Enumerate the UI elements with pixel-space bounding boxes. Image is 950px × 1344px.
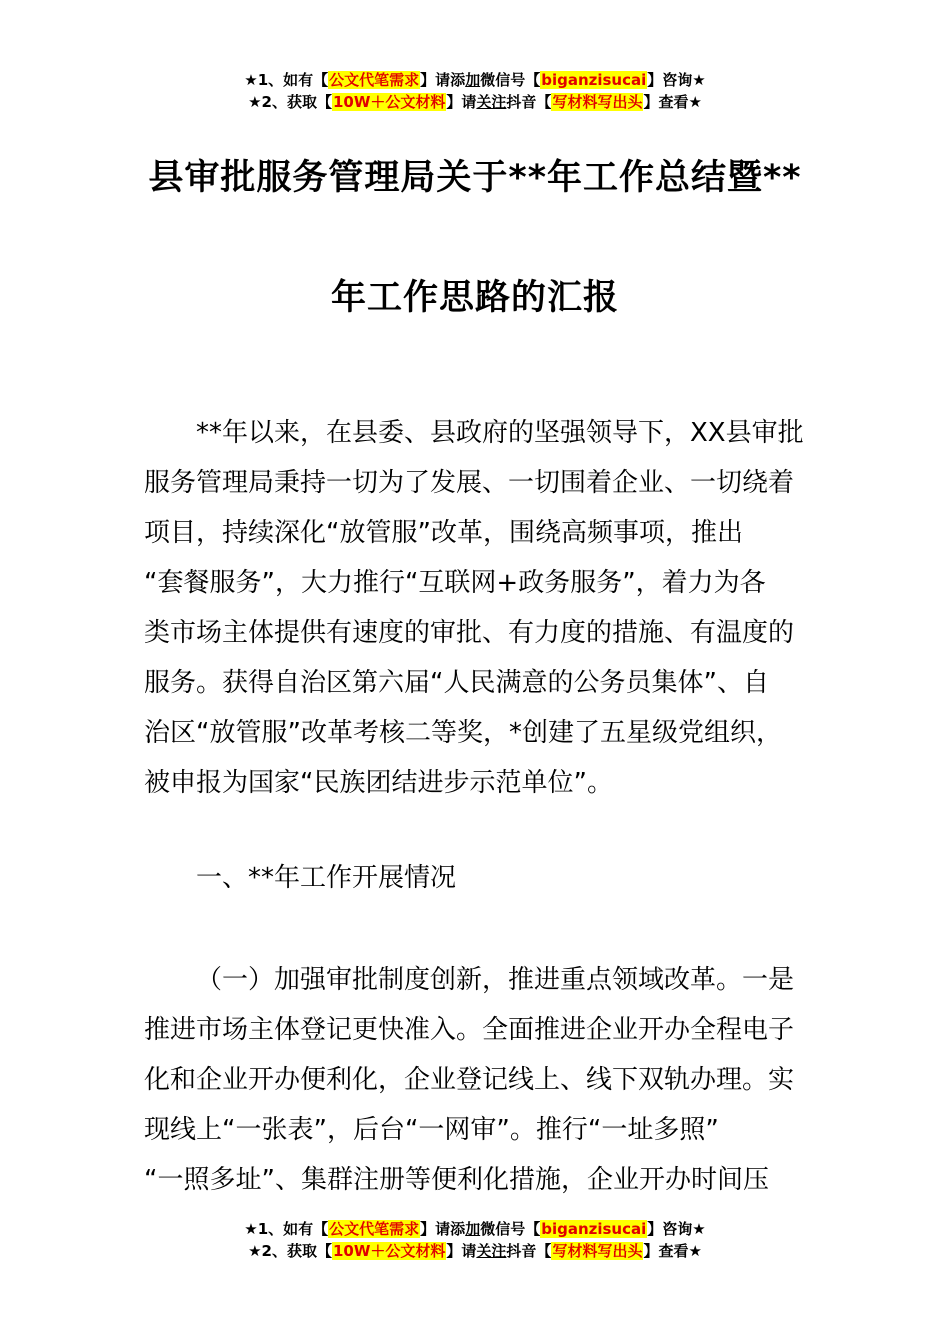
banner-underline: 加	[465, 1220, 481, 1238]
paragraph-line: 被申报为国家“民族团结进步示范单位”。	[144, 768, 613, 798]
subsection-paragraph	[144, 955, 808, 1205]
paragraph-line: 服务。获得自治区第六届“人民满意的公务员集体”、自	[144, 668, 769, 698]
banner-text: 】请添	[420, 71, 466, 89]
paragraph-line: 类市场主体提供有速度的审批、有力度的措施、有温度的	[144, 618, 795, 648]
banner-highlight: 写材料写出头	[552, 1242, 643, 1260]
banner-text: 】请	[446, 93, 477, 111]
banner-highlight: 写材料写出头	[552, 93, 643, 111]
banner-line-1	[0, 69, 950, 91]
document-title-line-1: 县审批服务管理局关于**年工作总结暨**	[148, 158, 802, 198]
banner-text: 】请	[446, 1242, 477, 1260]
banner-highlight: 公文代笔需求	[329, 71, 420, 89]
intro-paragraph	[144, 408, 808, 808]
paragraph-line: （一）加强审批制度创新，推进重点领域改革。一是	[196, 965, 795, 995]
paragraph-line: 推进市场主体登记更快准入。全面推进企业开办全程电子	[144, 1015, 795, 1045]
banner-underline: 关注	[476, 93, 507, 111]
banner-line-2	[0, 91, 950, 113]
banner-highlight: biganzisucai	[541, 71, 647, 89]
banner-text: ★2、获取【	[248, 93, 332, 111]
banner-text: 】咨询★	[647, 1220, 706, 1238]
banner-highlight: 10W＋公文材料	[332, 1242, 446, 1260]
banner-text: ★1、如有【	[244, 71, 329, 89]
banner-highlight: biganzisucai	[541, 1220, 647, 1238]
top-banner	[0, 69, 950, 113]
banner-line-2	[0, 1240, 950, 1262]
banner-text: 抖音【	[506, 93, 552, 111]
paragraph-line: “一照多址”、集群注册等便利化措施，企业开办时间压	[144, 1165, 769, 1195]
banner-highlight: 10W＋公文材料	[332, 93, 446, 111]
banner-text: 抖音【	[506, 1242, 552, 1260]
banner-text: 】查看★	[643, 93, 702, 111]
banner-underline: 加	[465, 71, 481, 89]
document-title-line-2: 年工作思路的汇报	[330, 278, 619, 318]
paragraph-line: 化和企业开办便利化，企业登记线上、线下双轨办理。实	[144, 1065, 795, 1095]
section-heading: 一、**年工作开展情况	[196, 863, 457, 893]
paragraph-line: 现线上“一张表”，后台“一网审”。推行“一址多照”	[144, 1115, 719, 1145]
paragraph-line: 服务管理局秉持一切为了发展、一切围着企业、一切绕着	[144, 468, 795, 498]
bottom-banner	[0, 1218, 950, 1262]
banner-text: 】请添	[420, 1220, 466, 1238]
paragraph-line: 治区“放管服”改革考核二等奖，*创建了五星级党组织，	[144, 718, 782, 748]
paragraph-line: **年以来，在县委、县政府的坚强领导下，XX县审批	[196, 418, 804, 448]
paragraph-line: “套餐服务”，大力推行“互联网+政务服务”，着力为各	[144, 568, 766, 598]
banner-text: ★1、如有【	[244, 1220, 329, 1238]
banner-text: 微信号【	[480, 1220, 541, 1238]
banner-text: 】咨询★	[647, 71, 706, 89]
banner-highlight: 公文代笔需求	[329, 1220, 420, 1238]
banner-underline: 关注	[476, 1242, 507, 1260]
banner-line-1	[0, 1218, 950, 1240]
paragraph-line: 项目，持续深化“放管服”改革，围绕高频事项，推出	[144, 518, 743, 548]
banner-text: 】查看★	[643, 1242, 702, 1260]
banner-text: 微信号【	[480, 71, 541, 89]
banner-text: ★2、获取【	[248, 1242, 332, 1260]
